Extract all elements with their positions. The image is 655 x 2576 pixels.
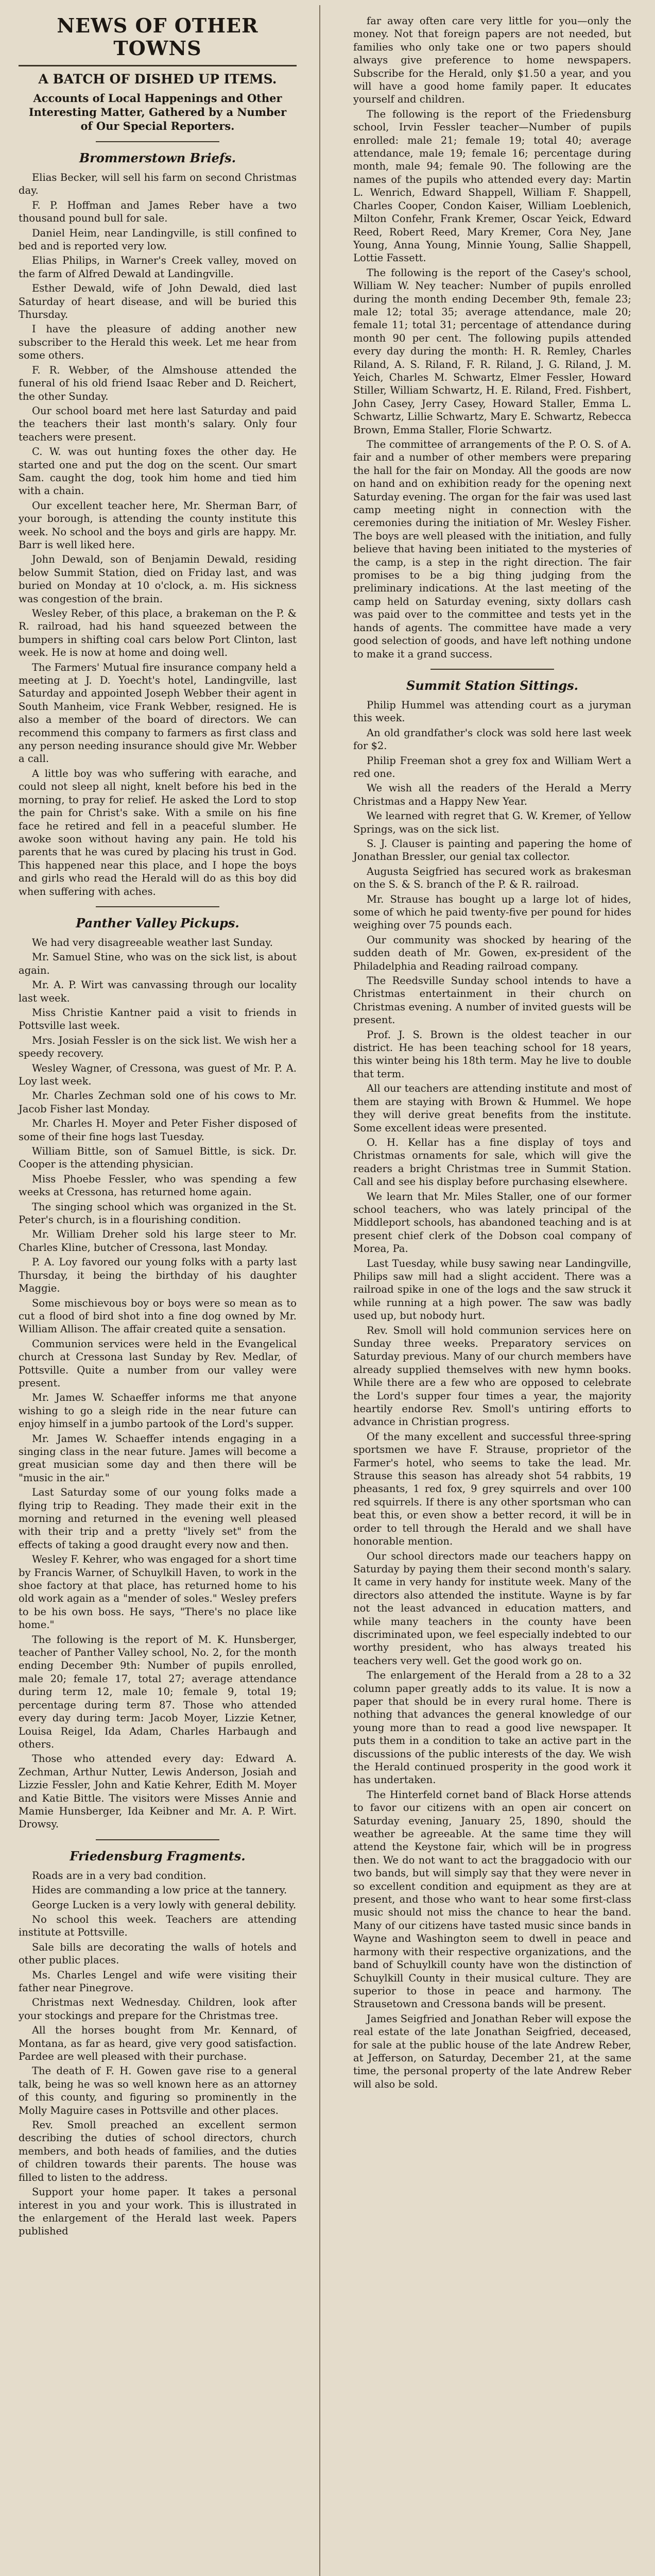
paragraph: Mr. A. P. Wirt was canvassing through our locality last week. [19, 979, 297, 1004]
paragraph: Last Saturday some of our young folks made a flying trip to Reading. They made their exit in the morning and returned in the evening well pleased with their trip and a pretty "lively set" from the effects of taking a good draught every now and then. [19, 1486, 297, 1551]
paragraph: William Bittle, son of Samuel Bittle, is sick. Dr. Cooper is the attending physician. [19, 1145, 297, 1171]
paragraph: Wesley Reber, of this place, a brakeman on the P. & R. railroad, had his hand squeezed between the bumpers in shifting coal cars below Port Clinton, last week. He is now at home and doing well. [19, 607, 297, 659]
paragraph: Our community was shocked by hearing of the sudden death of Mr. Gowen, ex-president of the Philadelphia and Reading railroad company. [353, 934, 631, 972]
paragraph: Daniel Heim, near Landingville, is still confined to bed and is reported very low. [19, 227, 297, 252]
paragraph: far away often care very little for you—only the money. Not that foreign papers are not needed, but families who only take one or two papers should always give preference to home newspapers. Subscribe for the Herald, only $1.50 a year, and you will have a good home family paper. It educates yourself and children. [353, 15, 631, 106]
paragraph: P. A. Loy favored our young folks with a party last Thursday, it being the birthday of his daughter Maggie. [19, 1256, 297, 1295]
paragraph: Our excellent teacher here, Mr. Sherman Barr, of your borough, is attending the county institute this week. No school and the boys and girls are happy. Mr. Barr is well liked here. [19, 499, 297, 551]
paragraph: Philip Freeman shot a grey fox and William Wert a red one. [353, 754, 631, 779]
paragraph: No school this week. Teachers are attending institute at Pottsville. [19, 1913, 297, 1939]
paragraph: All our teachers are attending institute and most of them are staying with Brown & Hummel. We hope they will derive great benefits from the institute. Some excellent ideas were presented. [353, 1082, 631, 1134]
paragraph: The committee of arrangements of the P. O. S. of A. fair and a number of other members were preparing the hall for the fair on Monday. All the goods are now on hand and on exhibition ready for the opening next Saturday evening. The organ for the fair was used last camp meeting night in connection with the ceremonies during the initiation of Mr. Wesley Fisher. The boys are well pleased with the initiation, and fully believe that having been initiated to the mysteries of the camp, is a step in the right direction. The fair promises to be a big thing judging from the preliminary indications. At the last meeting of the camp held on Saturday evening, sixty dollars cash was paid over to the committee and tests yet in the hands of agents. The committee have made a very good selection of goods, and have left nothing undone to make it a grand success. [353, 438, 631, 660]
paragraph: Hides are commanding a low price at the tannery. [32, 1884, 287, 1896]
divider [430, 669, 554, 670]
page-title: NEWS OF OTHER TOWNS [57, 14, 258, 60]
section-heading: Brommerstown Briefs. [79, 150, 236, 165]
section-body [19, 936, 297, 1831]
section-brommerstown [19, 150, 297, 898]
paragraph: We learn that Mr. Miles Staller, one of our former school teachers, who was lately principal of the Middleport schools, has abandoned teaching and is at present chief clerk of the Dobson coal company of Morea, Pa. [353, 1190, 631, 1255]
divider [19, 65, 297, 66]
paragraph: Mr. James W. Schaeffer intends engaging in a singing class in the near future. James will become a great musician some day and then there will be "music in the air." [19, 1432, 297, 1484]
paragraph: Rev. Smoll preached an excellent sermon describing the duties of school directors, church members, and both heads of families, and the duties of children towards their parents. The house was filled to listen to the address. [19, 2119, 297, 2183]
paragraph: Augusta Seigfried has secured work as brakesman on the S. & S. branch of the P. & R. railroad. [353, 865, 631, 891]
paragraph: We wish all the readers of the Herald a Merry Christmas and a Happy New Year. [353, 782, 631, 807]
paragraph: The Hinterfeld cornet band of Black Horse attends to favor our citizens with an open air concert on Saturday evening, January 25, 1890, should the weather be agreeable. At the same time they will attend the Keystone fair, which will be in progress then. We do not want to act the braggadocio with our two bands, but will simply say that they were never in so excellent condition and equipment as they are at present, and those who want to hear some first-class music should not miss the chance to hear the band. Many of our citizens have tasted music since bands in Wayne and Washington seem to dwell in peace and harmony with their respective organizations, and the band of Schuylkill county have won the distinction of Schuylkill County in their musical culture. They are superior to those in peace and harmony. The Strausetown and Cressona bands will be present. [353, 1788, 631, 2010]
paragraph: Miss Phoebe Fessler, who was spending a few weeks at Cressona, has returned home again. [19, 1173, 297, 1198]
paragraph: Mr. Charles H. Moyer and Peter Fisher disposed of some of their fine hogs last Tuesday. [19, 1117, 297, 1143]
paragraph: Christmas next Wednesday. Children, look after your stockings and prepare for the Christmas tree. [19, 1996, 297, 2022]
paragraph: Mr. Strause has bought up a large lot of hides, some of which he paid twenty-five per pound for hides weighing over 75 pounds each. [353, 893, 631, 931]
paragraph: S. J. Clauser is painting and papering the home of Jonathan Bressler, our genial tax collector. [353, 837, 631, 863]
right-column [353, 14, 631, 2092]
article-subtitle: A BATCH OF DISHED UP ITEMS. [38, 72, 277, 87]
paragraph: The Reedsville Sunday school intends to have a Christmas entertainment in their church on Christmas evening. A number of invited guests will be present. [353, 975, 631, 1026]
paragraph: John Dewald, son of Benjamin Dewald, residing below Summit Station, died on Friday last, and was buried on Monday at 10 o'clock, a. m. His sickness was congestion of the brain. [19, 553, 297, 605]
paragraph: An old grandfather's clock was sold here last week for $2. [353, 726, 631, 752]
divider [96, 1839, 219, 1840]
paragraph: The death of F. H. Gowen gave rise to a general talk, being he was so well known here as an attorney of this county, and figuring so prominently in the Molly Maguire cases in Pottsville and other places. [19, 2065, 297, 2116]
paragraph: Wesley Wagner, of Cressona, was guest of Mr. P. A. Loy last week. [19, 1062, 297, 1087]
section-heading: Friedensburg Fragments. [70, 1848, 246, 1863]
paragraph: The enlargement of the Herald from a 28 to a 32 column paper greatly adds to its value. It is now a paper that should be in every rural home. There is nothing that advances the general knowledge of our young more than to read a good live newspaper. It puts them in a condition to take an active part in the discussions of the public interests of the day. We wish the Herald continued prosperity in the good work it has undertaken. [353, 1669, 631, 1786]
section-heading: Summit Station Sittings. [406, 677, 578, 693]
divider [96, 141, 219, 142]
section-summit-station [353, 699, 631, 2091]
article-deck: Accounts of Local Happenings and Other Interesting Matter, Gathered by a Number of Our Special Reporters. [28, 92, 287, 132]
paragraph: We had very disagreeable weather last Sunday. [32, 936, 273, 948]
paragraph: Wesley F. Kehrer, who was engaged for a short time by Francis Warner, of Schuylkill Haven, to work in the shoe factory at that place, has returned home to his old work again as a "mender of soles." Wesley prefers to be his own boss. He says, "There's no place like home." [19, 1553, 297, 1631]
paragraph: Mr. Samuel Stine, who was on the sick list, is about again. [19, 951, 297, 976]
paragraph: Of the many excellent and successful three-spring sportsmen we have F. Strause, proprietor of the Farmer's hotel, who seems to take the lead. Mr. Strause this season has already shot 54 rabbits, 19 pheasants, 1 red fox, 9 grey squirrels and over 100 red squirrels. If there is any other sportsman who can beat this, or even show a better record, it will be in order to tell through the Herald and we shall have honorable mention. [353, 1430, 631, 1548]
paragraph: Last Tuesday, while busy sawing near Landingville, Philips saw mill had a slight accident. There was a railroad spike in one of the logs and the saw struck it while running at a high power. The saw was badly used up, but nobody hurt. [353, 1257, 631, 1322]
continued-text [353, 14, 631, 660]
paragraph: Mr. James W. Schaeffer informs me that anyone wishing to go a sleigh ride in the near future can enjoy himself in a jumbo partook of the Lord's supper. [19, 1392, 297, 1430]
paragraph: Mr. William Dreher sold his large steer to Mr. Charles Kline, butcher of Cressona, last Monday. [19, 1228, 297, 1253]
paragraph: Some mischievous boy or boys were so mean as to cut a flood of bird shot into a fine dog owned by Mr. William Allison. The affair created quite a sensation. [19, 1297, 297, 1335]
paragraph: The following is the report of the Casey's school, William W. Ney teacher: Number of pupils enrolled during the month ending December 9th, female 23; male 12; total 35; average attendance, male 20; female 11; total 31; percentage of attendance during month 90 per cent. The following pupils attended every day during the month: H. R. Remley, Charles Riland, A. S. Riland, F. R. Riland, J. G. Riland, J. M. Yeich, Charles M. Schwartz, Elmer Fessler, Howard Stiller, William Schwartz, H. E. Riland, Fred. Fishbert, John Casey, Jerry Casey, Howard Staller, Emma L. Schwartz, Lillie Schwartz, Mary E. Schwartz, Rebecca Brown, Emma Staller, Florie Schwartz. [353, 266, 631, 436]
paragraph: Philip Hummel was attending court as a juryman this week. [353, 699, 631, 724]
paragraph: I have the pleasure of adding another new subscriber to the Herald this week. Let me hear from some others. [19, 323, 297, 362]
paragraph: Those who attended every day: Edward A. Zechman, Arthur Nutter, Lewis Anderson, Josiah and Lizzie Fessler, John and Katie Kehrer, Edith M. Moyer and Katie Bittle. The visitors were Misses Annie and Mamie Hunsberger, Ida Keibner and Mr. A. P. Wirt. Drowsy. [19, 1753, 297, 1831]
section-friedensburg [19, 1849, 297, 2238]
paragraph: Mr. Charles Zechman sold one of his cows to Mr. Jacob Fisher last Monday. [19, 1090, 297, 1115]
paragraph: Our school directors made our teachers happy on Saturday by paying them their second month's salary. It came in very handy for institute week. Many of the directors also attended the institute. Wayne is by far not the least advanced in education matters, and while many teachers in the county have been discriminated upon, we feel especially indebted to our worthy president, who has always treated his teachers very well. Get the good work go on. [353, 1550, 631, 1667]
paragraph: Elias Philips, in Warner's Creek valley, moved on the farm of Alfred Dewald at Landingville. [19, 255, 297, 280]
paragraph: Esther Dewald, wife of John Dewald, died last Saturday of heart disease, and will be buried this Thursday. [19, 282, 297, 321]
paragraph: All the horses bought from Mr. Kennard, of Montana, as far as heard, give very good satisfaction. Pardee are well pleased with their purchase. [19, 2024, 297, 2063]
paragraph: Ms. Charles Lengel and wife were visiting their father near Pinegrove. [19, 1969, 297, 1994]
section-body [19, 1869, 297, 2238]
section-panther-valley [19, 916, 297, 1831]
paragraph: Prof. J. S. Brown is the oldest teacher in our district. He has been teaching school for 18 years, this winter being his 18th term. May he live to double that term. [353, 1028, 631, 1080]
paragraph: Mrs. Josiah Fessler is on the sick list. We wish her a speedy recovery. [19, 1034, 297, 1060]
paragraph: F. R. Webber, of the Almshouse attended the funeral of his old friend Isaac Reber and D. Reichert, the other Sunday. [19, 364, 297, 402]
paragraph: O. H. Kellar has a fine display of toys and Christmas ornaments for sale, which will give the readers a bright Christmas tree in Summit Station. Call and see his display before purchasing elsewhere. [353, 1136, 631, 1188]
paragraph: George Lucken is a very lowly with general debility. [32, 1899, 297, 1911]
paragraph: Our school board met here last Saturday and paid the teachers their last month's salary. Only four teachers were present. [19, 404, 297, 443]
paragraph: The Farmers' Mutual fire insurance company held a meeting at J. D. Yoecht's hotel, Landingville, last Saturday and appointed Joseph Webber their agent in South Manheim, vice Frank Webber, resigned. He is also a member of the board of directors. We can recommend this company to farmers as first class and any person needing insurance should give Mr. Webber a call. [19, 661, 297, 765]
paragraph: Support your home paper. It takes a personal interest in you and your work. This is illustrated in the enlargement of the Herald last week. Papers published [19, 2186, 297, 2238]
paragraph: James Seigfried and Jonathan Reber will expose the real estate of the late Jonathan Seigfried, deceased, for sale at the public house of the late Andrew Reber, at Jefferson, on Saturday, December 21, at the same time, the personal property of the late Andrew Reber will also be sold. [353, 2012, 631, 2090]
paragraph: Rev. Smoll will hold communion services here on Sunday three weeks. Preparatory services on Saturday previous. Many of our church members have already supplied themselves with new hymn books. While there are a few who are opposed to celebrate the Lord's supper four times a year, the majority heartily endorse Rev. Smoll's untiring efforts to advance in Christian progress. [353, 1324, 631, 1428]
paragraph: F. P. Hoffman and James Reber have a two thousand pound bull for sale. [19, 199, 297, 225]
paragraph: Roads are in a very bad condition. [32, 1869, 206, 1882]
divider [96, 906, 219, 907]
paragraph: C. W. was out hunting foxes the other day. He started one and put the dog on the scent. Our smart Sam. caught the dog, took him home and tied him with a chain. [19, 446, 297, 497]
section-heading: Panther Valley Pickups. [76, 915, 239, 930]
paragraph: Communion services were held in the Evangelical church at Cressona last Sunday by Rev. Medlar, of Pottsville. Quite a number from our valley were present. [19, 1337, 297, 1389]
left-column [19, 14, 297, 2240]
paragraph: Miss Christie Kantner paid a visit to friends in Pottsville last week. [19, 1006, 297, 1032]
paragraph: Sale bills are decorating the walls of hotels and other public places. [19, 1941, 297, 1967]
paragraph: The following is the report of M. K. Hunsberger, teacher of Panther Valley school, No. 2, for the month ending December 9th: Number of pupils enrolled, male 20; female 17, total 27; average attendance during term 12, male 10; female 9, total 19; percentage during term 87. Those who attended every day during term: Jacob Moyer, Lizzie Ketner, Louisa Reigel, Ida Adam, Charles Harbaugh and others. [19, 1633, 297, 1750]
column-rule [319, 5, 320, 2576]
paragraph: The following is the report of the Friedensburg school, Irvin Fessler teacher—Number of pupils enrolled: male 21; female 19; total 40; average attendance, male 19; female 16; percentage during month, male 94; female 90. The following are the names of the pupils who attended every day: Martin L. Wenrich, Edward Shappell, William F. Shappell, Charles Cooper, Condon Kaiser, William Loeblenich, Milton Confehr, Frank Kremer, Oscar Yeick, Edward Reed, Robert Reed, Mary Kremer, Cora Ney, Jane Young, Anna Young, Minnie Young, Sallie Shappell, Lottie Fassett. [353, 108, 631, 264]
paragraph: The singing school which was organized in the St. Peter's church, is in a flourishing condition. [19, 1200, 297, 1226]
section-body [19, 171, 297, 898]
paragraph: We learned with regret that G. W. Kremer, of Yellow Springs, was on the sick list. [353, 810, 631, 835]
paragraph: A little boy was who suffering with earache, and could not sleep all night, knelt before his bed in the morning, to pray for relief. He asked the Lord to stop the pain for Christ's sake. With a smile on his fine face he retired and fell in a peaceful slumber. He awoke soon without having any pain. He told his parents that he was cured by placing his trust in God. This happened near this place, and I hope the boys and girls who read the Herald will do as this boy did when suffering with aches. [19, 767, 297, 897]
paragraph: Elias Becker, will sell his farm on second Christmas day. [19, 172, 297, 197]
